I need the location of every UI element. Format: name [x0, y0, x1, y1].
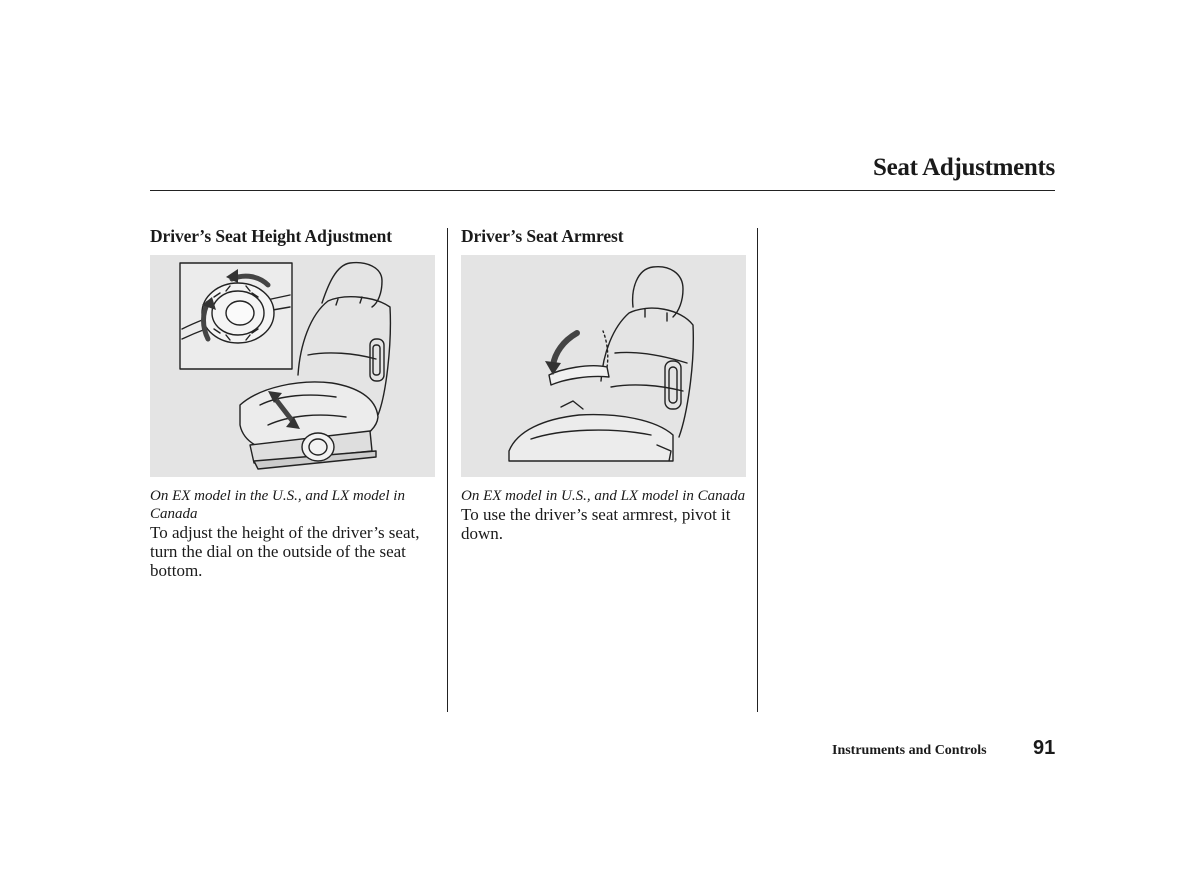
armrest-heading: Driver’s Seat Armrest: [461, 226, 624, 246]
height-adjustment-heading: Driver’s Seat Height Adjustment: [150, 226, 393, 246]
column-divider-right: [757, 228, 758, 712]
height-adjustment-section: [150, 226, 435, 580]
seat-height-illustration: [150, 255, 435, 477]
column-divider-left: [447, 228, 448, 712]
armrest-caption: On EX model in U.S., and LX model in Canada: [461, 488, 746, 504]
page-title: Seat Adjustments: [872, 154, 1055, 181]
footer-section-name: Instruments and Controls: [832, 743, 987, 758]
height-adjustment-body: To adjust the height of the driver’s seat, turn the dial on the outside of the seat bottom.: [150, 523, 420, 580]
seat-armrest-illustration: [461, 255, 746, 477]
height-adjustment-caption: On EX model in the U.S., and LX model in Canada: [150, 488, 405, 522]
armrest-body: To use the driver’s seat armrest, pivot it down.: [461, 505, 731, 543]
armrest-section: [461, 226, 746, 543]
page-number: 91: [1033, 737, 1056, 759]
title-rule: [150, 190, 1055, 191]
